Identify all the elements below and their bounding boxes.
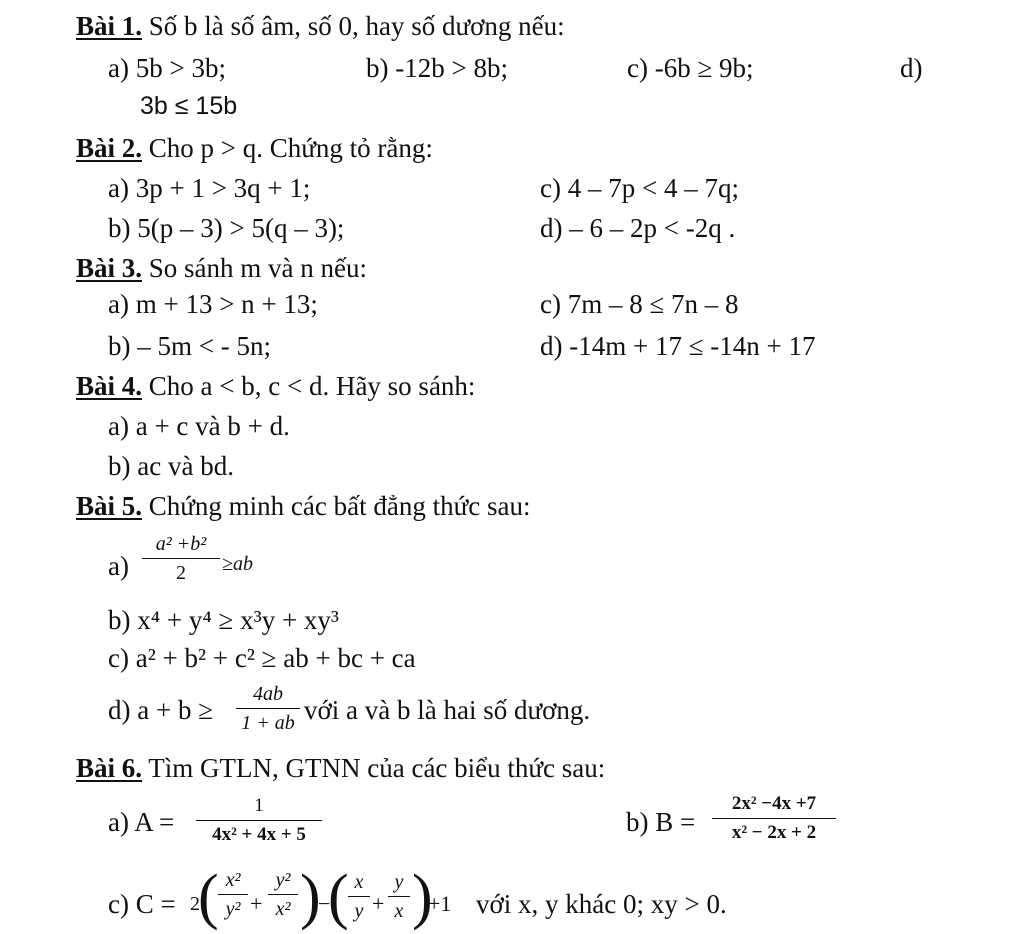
fraction-numerator: 2x² −4x +7 (731, 793, 817, 814)
exercise-3-title: Bài 3. (76, 253, 143, 283)
fraction-numerator: y (394, 871, 404, 893)
fraction-denominator: x² (275, 898, 291, 920)
ex6-item-c-tail: với x, y khác 0; xy > 0. (476, 889, 727, 919)
ex4-item-b: b) ac và bd. (108, 451, 234, 481)
ex3-item-a: a) m + 13 > n + 13; (108, 289, 318, 319)
ex5-item-c: c) a² + b² + c² ≥ ab + bc + ca (108, 643, 416, 673)
ex6-item-b-fraction (712, 792, 836, 845)
fraction-denominator: y (354, 900, 364, 922)
left-paren-icon: ( (328, 863, 349, 931)
fraction-bar (268, 894, 298, 895)
ex5-item-a-rhs: ≥ab (222, 553, 253, 575)
exercise-6-title: Bài 6. (76, 753, 143, 783)
fraction-numerator: y² (275, 869, 291, 891)
exercise-5-heading (76, 490, 530, 522)
exercise-2-prompt: Cho p > q. Chứng tỏ rằng: (142, 133, 433, 163)
fraction-numerator: a² +b² (155, 533, 207, 555)
ex2-item-c: c) 4 – 7p < 4 – 7q; (540, 173, 739, 203)
ex6-item-c-label: c) C = (108, 889, 176, 919)
ex1-item-d: 3b ≤ 15b (140, 92, 238, 120)
ex6-item-a-fraction (196, 794, 322, 847)
exercise-6-prompt: Tìm GTLN, GTNN của các biểu thức sau: (142, 753, 606, 783)
fraction-numerator: 4ab (253, 683, 283, 705)
exercise-5-prompt: Chứng minh các bất đẳng thức sau: (142, 491, 531, 521)
plus-sign: + (250, 891, 263, 916)
exercise-1-prompt: Số b là số âm, số 0, hay số dương nếu: (142, 11, 565, 41)
ex1-item-c: c) -6b ≥ 9b; (627, 53, 754, 83)
ex6-item-c-frac-4 (388, 870, 410, 923)
ex5-item-d-label: d) a + b ≥ (108, 695, 214, 725)
fraction-denominator: x (394, 900, 404, 922)
ex6-item-c-plus-one: +1 (428, 891, 452, 916)
exercise-3-prompt: So sánh m và n nếu: (142, 253, 367, 283)
ex5-item-a-fraction (142, 532, 220, 585)
right-paren-icon: ) (300, 863, 321, 931)
right-paren-icon: ) (412, 863, 433, 931)
fraction-denominator: 2 (176, 562, 186, 584)
exercise-6-heading (76, 752, 605, 784)
ex3-item-c: c) 7m – 8 ≤ 7n – 8 (540, 289, 739, 319)
fraction-denominator: 1 + ab (241, 712, 295, 734)
plus-sign: + (372, 891, 385, 916)
fraction-bar (196, 820, 322, 821)
exercise-1-heading (76, 10, 565, 42)
ex6-item-c-frac-2 (268, 868, 298, 921)
fraction-bar (142, 558, 220, 559)
fraction-numerator: 1 (254, 795, 264, 816)
ex3-item-b: b) – 5m < - 5n; (108, 331, 271, 361)
ex6-item-c-frac-1 (218, 868, 248, 921)
ex1-item-d-label: d) (900, 53, 923, 83)
exercise-5-title: Bài 5. (76, 491, 143, 521)
fraction-bar (348, 896, 370, 897)
fraction-bar (236, 708, 300, 709)
ex5-item-a-label: a) (108, 551, 129, 581)
exercise-4-prompt: Cho a < b, c < d. Hãy so sánh: (142, 371, 476, 401)
ex4-item-a: a) a + c và b + d. (108, 411, 290, 441)
fraction-denominator: x² − 2x + 2 (731, 822, 817, 843)
ex2-item-d: d) – 6 – 2p < -2q . (540, 213, 736, 243)
ex6-item-c-coefficient: 2 (190, 893, 200, 915)
ex1-item-a: a) 5b > 3b; (108, 53, 226, 83)
ex6-item-a-label: a) A = (108, 807, 175, 837)
ex5-item-b: b) x⁴ + y⁴ ≥ x³y + xy³ (108, 605, 340, 635)
exercise-1-title: Bài 1. (76, 11, 143, 41)
ex5-item-d-fraction (236, 682, 300, 735)
fraction-bar (388, 896, 410, 897)
fraction-denominator: 4x² + 4x + 5 (212, 824, 306, 845)
ex2-item-a: a) 3p + 1 > 3q + 1; (108, 173, 311, 203)
ex6-item-b-label: b) B = (626, 807, 696, 837)
exercise-4-heading (76, 370, 475, 402)
fraction-numerator: x (354, 871, 364, 893)
ex3-item-d: d) -14m + 17 ≤ -14n + 17 (540, 331, 816, 361)
fraction-bar (712, 818, 836, 819)
ex1-item-b: b) -12b > 8b; (366, 53, 508, 83)
ex2-item-b: b) 5(p – 3) > 5(q – 3); (108, 213, 345, 243)
fraction-numerator: x² (225, 869, 241, 891)
minus-sign: − (318, 891, 331, 916)
exercise-4-title: Bài 4. (76, 371, 143, 401)
fraction-bar (218, 894, 248, 895)
exercise-3-heading (76, 252, 367, 284)
fraction-denominator: y² (225, 898, 241, 920)
exercise-2-heading (76, 132, 433, 164)
ex5-item-d-tail: với a và b là hai số dương. (304, 695, 591, 725)
left-paren-icon: ( (198, 863, 219, 931)
exercise-2-title: Bài 2. (76, 133, 143, 163)
ex6-item-c-frac-3 (348, 870, 370, 923)
